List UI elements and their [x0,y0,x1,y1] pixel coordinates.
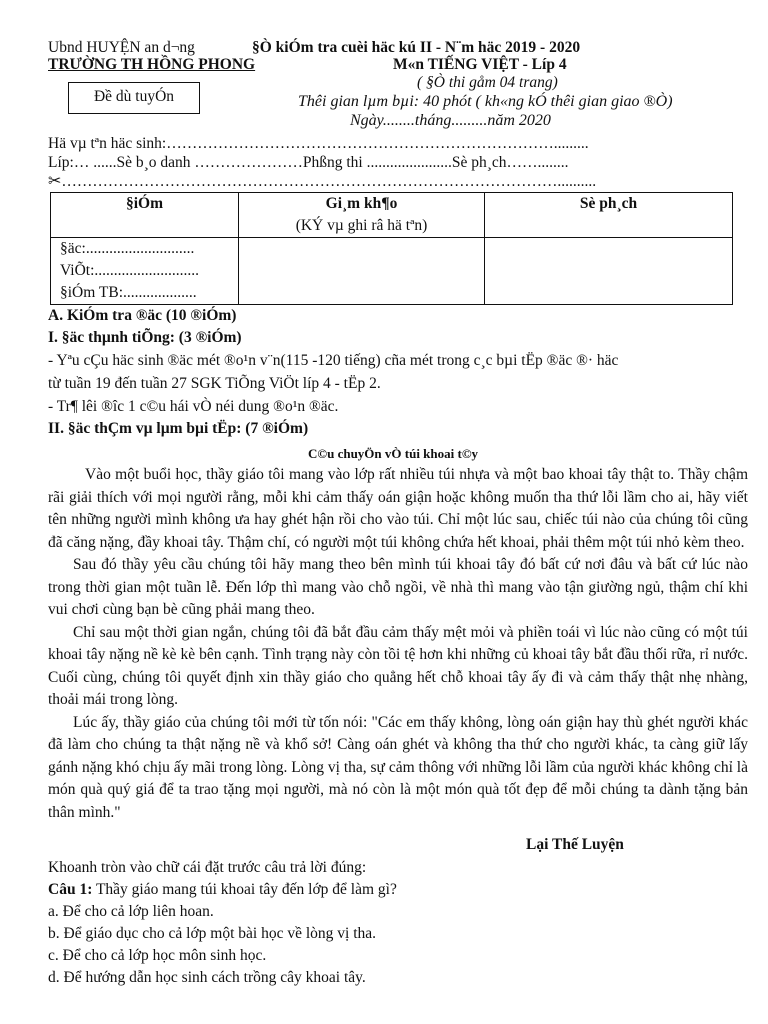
school-district: Ubnd HUYỆN an d¬ng [48,39,195,56]
story-paragraph-1: Vào một buổi học, thầy giáo tôi mang vào lớp rất nhiều túi nhựa và một bao khoai tây thật to. Thầy chậm rãi giải thích với mọi người rằng, mỗi khi cảm thấy oán giận hoặc không muốn tha thứ lỗi lầm cho ai, hãy viết tên những người mình không ưa hay ghét hận rồi cho vào túi. Chỉ một lúc sau, chiếc túi nào của chúng tôi cũng đã căng nặng, đầy khoai tây. Thậm chí, có người một túi không chứa hết khoai, phải thêm một túi nhỏ kèm theo. [48,466,748,551]
story-paragraph-3: Chỉ sau một thời gian ngắn, chúng tôi đã bắt đầu cảm thấy mệt mỏi và phiền toái vì lúc nào cũng có một túi khoai tây nặng nề kè kè bên cạnh. Tình trạng này còn tồi tệ hơn khi những củ khoai tây bắt đầu thối rữa, rỉ nước. Cuối cùng, chúng tôi quyết định xin thầy giáo cho quẳng hết chỗ khoai tây ấy đi và cảm thấy thật nhẹ nhàng, thoải mái trong lòng. [48,623,748,708]
option-c: c. Để cho cả lớp học môn sinh học. [48,947,267,964]
subject-line: M«n TIẾNG VIỆT - Líp 4 [393,56,567,73]
examiner-header: Gi¸m kh¶o (KÝ vµ ghi râ hä tªn) [239,193,485,238]
question-1-text: Thầy giáo mang túi khoai tây đến lớp để làm gì? [92,881,397,898]
part1-title: I. §äc thµnh tiÕng: (3 ®iÓm) [48,329,242,346]
part2-title: II. §äc thÇm vµ lµm bµi tËp: (7 ®iÓm) [48,420,309,437]
part1-instruction-1: - Yªu cÇu häc sinh ®äc mét ®o¹n v¨n(115 -120 tiếng) cña mét trong c¸c bµi tËp ®äc ®· häc [48,352,619,369]
section-a-title: A. KiÓm tra ®äc (10 ®iÓm) [48,307,237,324]
story-paragraph-2: Sau đó thầy yêu cầu chúng tôi hãy mang theo bên mình túi khoai tây đó bất cứ nơi đâu và bất cứ lúc nào trong thời gian một tuần lễ. Đến lớp thì mang vào chỗ ngồi, về nhà thì mang vào tận giường ngủ, thậm chí khi vui chơi cùng bạn bè cũng phải mang theo. [48,556,748,618]
option-d: d. Để hướng dẫn học sinh cách trồng cây khoai tây. [48,969,366,986]
school-name: TRƯỜNG TH HỒNG PHONG [48,56,256,73]
story-body [48,464,748,824]
code-cell [485,238,733,305]
student-name-line: Hä vµ tªn häc sinh:…………………………………………………………………......... [48,135,589,152]
grade-table [50,192,733,305]
option-a: a. Để cho cả lớp liên hoan. [48,903,214,920]
time-allowed: Thêi gian lµm bµi: 40 phót ( kh«ng kÓ thêi gian giao ®Ò) [298,93,673,110]
score-header: §iÓm [51,193,239,238]
question-instruction: Khoanh tròn vào chữ cái đặt trước câu trả lời đúng: [48,859,367,876]
code-header: Sè ph¸ch [485,193,733,238]
story-author: Lại Thế Luyện [526,836,624,853]
reading-score: §äc:............................ [60,240,195,257]
scissors-icon: ✂ [48,171,62,190]
average-score: §iÓm TB:................... [60,284,197,301]
question-1-label: Câu 1: [48,881,93,898]
question-1 [48,879,397,901]
draft-label-box [68,82,200,114]
draft-label: Đề dù tuyÓn [93,88,175,105]
page-count: ( §Ò thi gåm 04 trang) [417,74,558,91]
exam-title: §Ò kiÓm tra cuèi häc kú II - N¨m häc 2019 - 2020 [252,39,581,56]
option-b: b. Để giáo dục cho cả lớp một bài học về lòng vị tha. [48,925,377,942]
part1-instruction-2: từ tuần 19 đến tuần 27 SGK TiÕng ViÖt líp 4 - tËp 2. [48,375,381,392]
score-cell [51,238,239,305]
cut-dots: …………………………………………………………………………………….......... [61,173,597,190]
cut-line [48,170,596,193]
class-id-line: Líp:… ......Sè b¸o danh …………………Phßng thi ......................Sè ph¸ch……........ [48,154,569,171]
examiner-cell [239,238,485,305]
story-paragraph-4: Lúc ấy, thầy giáo của chúng tôi mới từ tốn nói: "Các em thấy không, lòng oán giận hay thù ghét người khác đã làm cho chúng ta thật nặng nề và khổ sở! Càng oán ghét và không tha thứ cho người khác, ta càng giữ lấy gánh nặng khó chịu ấy mãi trong lòng. Lòng vị tha, sự cảm thông với những lỗi lầm của người khác không chỉ là món quà quý giá để ta trao tặng mọi người, mà nó còn là một món quà tốt đẹp để mỗi chúng ta dành tặng bản thân mình." [48,713,748,821]
exam-date: Ngày........tháng.........năm 2020 [350,112,551,129]
part1-instruction-3: - Tr¶ lêi ®îc 1 c©u hái vÒ néi dung ®o¹n ®äc. [48,398,339,415]
story-title: C©u chuyÖn vÒ túi khoai t©y [308,446,479,461]
writing-score: ViÕt:........................... [60,262,200,279]
